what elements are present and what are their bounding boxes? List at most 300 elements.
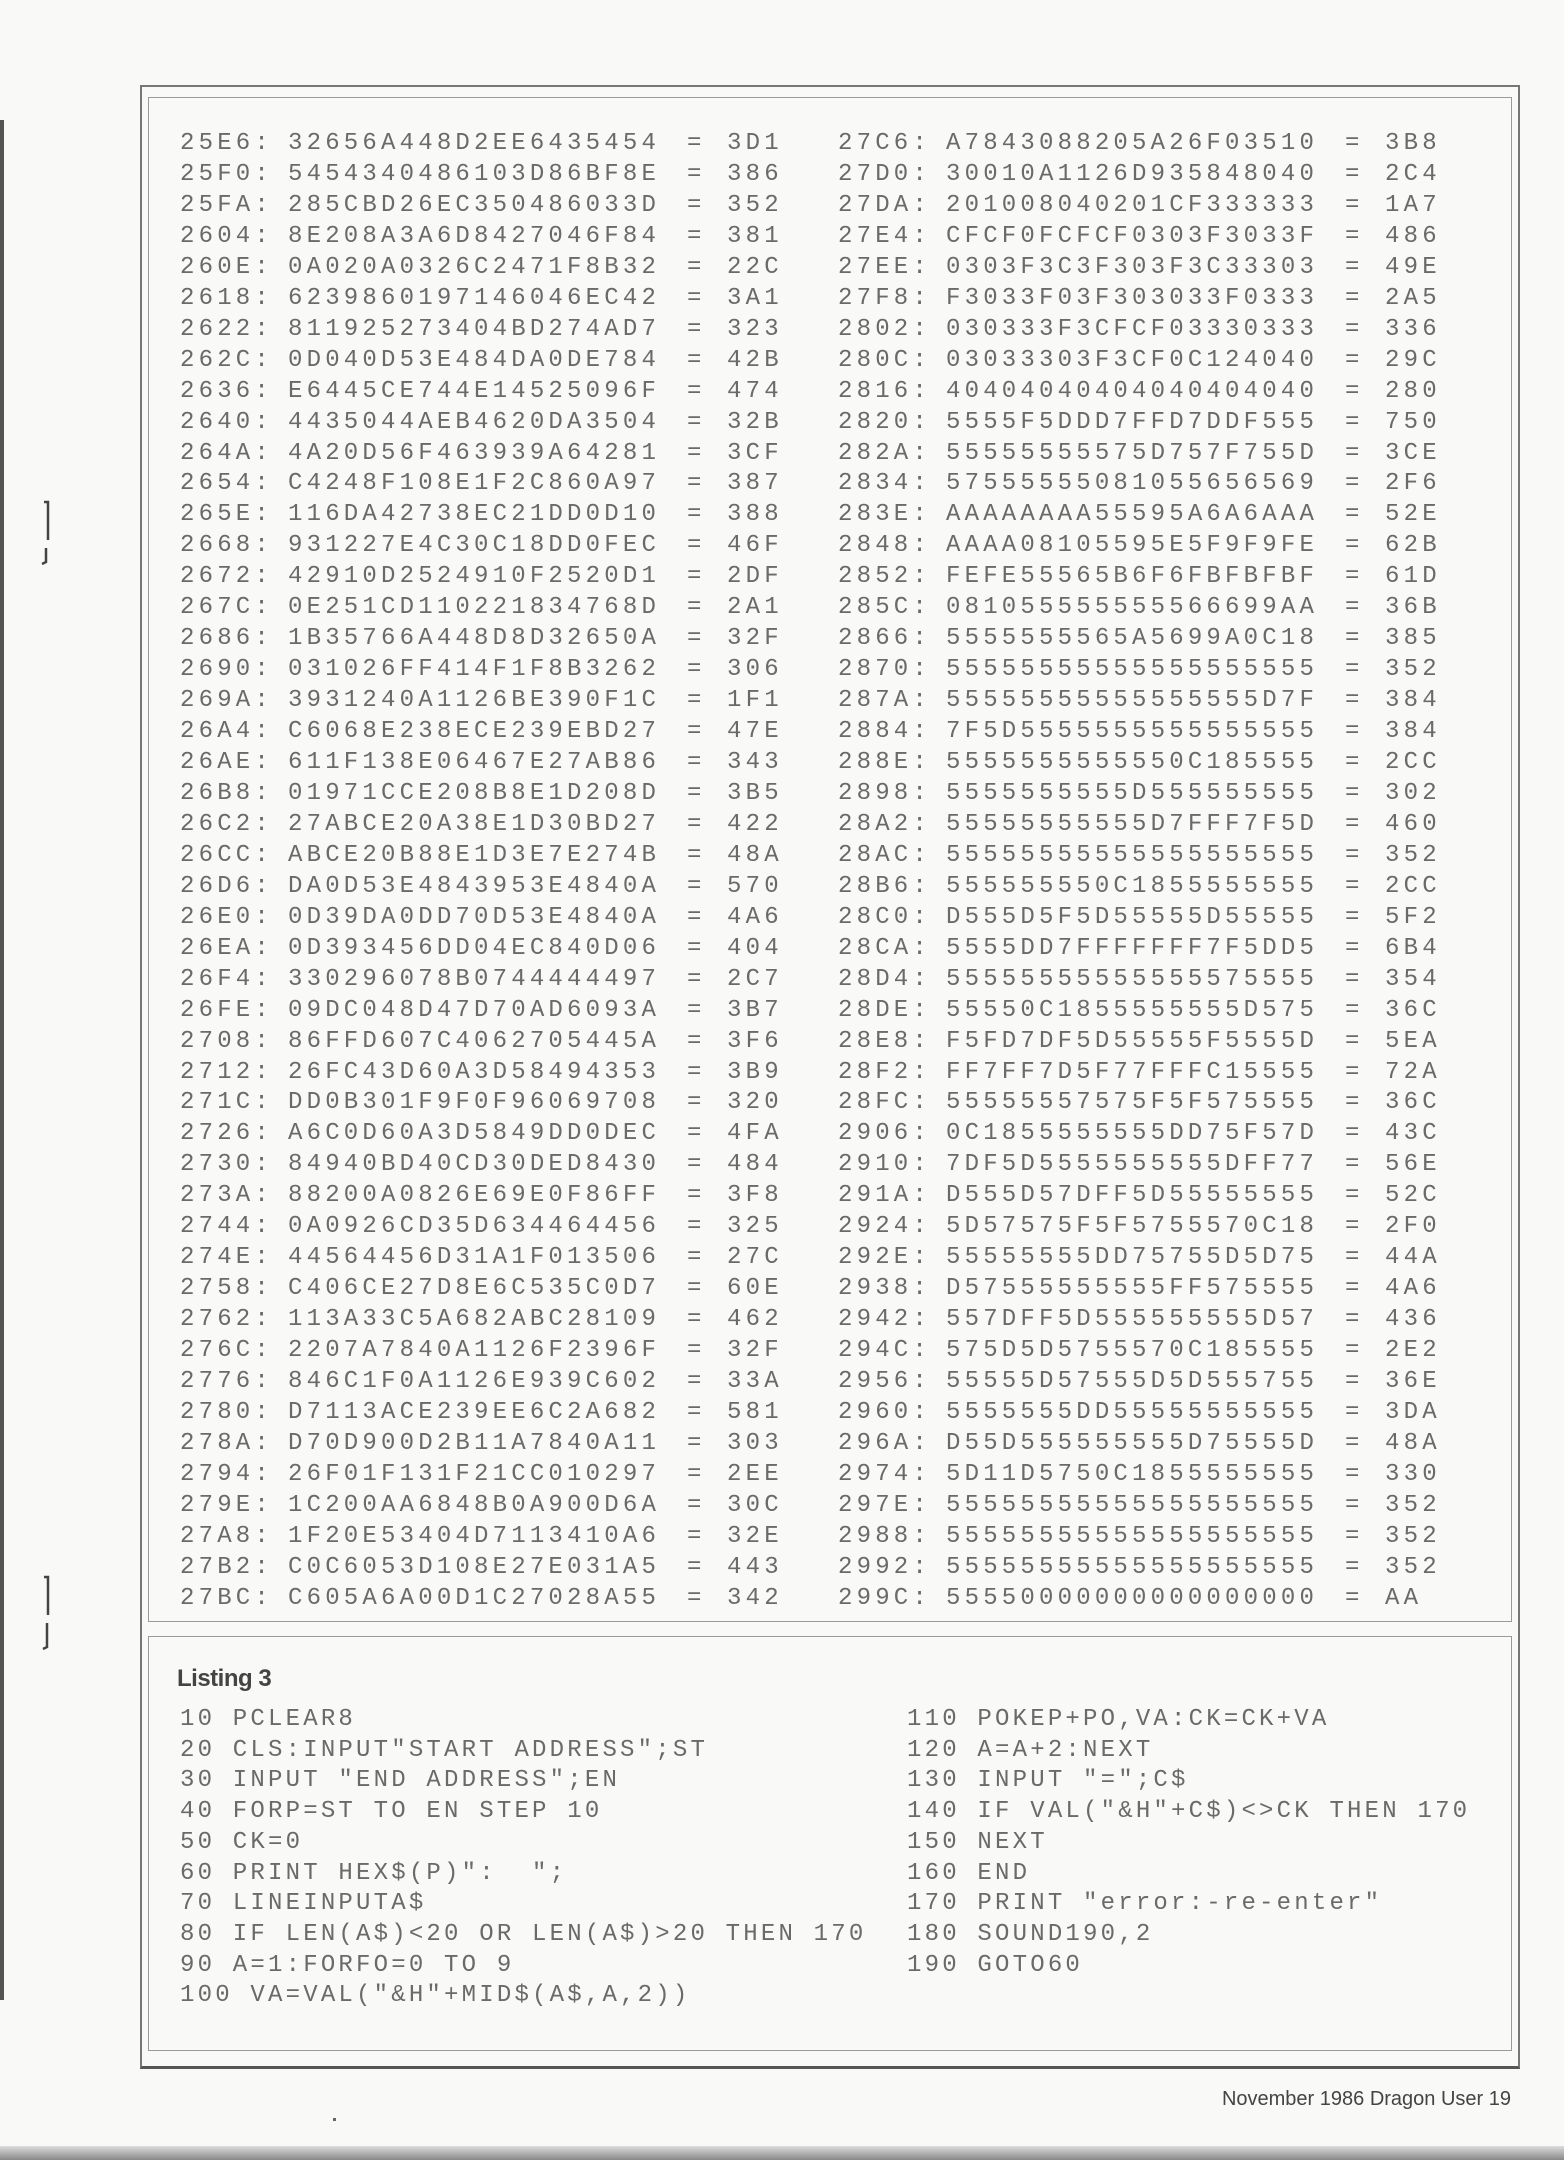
hex-address: 28A2: xyxy=(838,810,932,838)
hex-checksum: 3F8 xyxy=(727,1182,783,1210)
equals-sign: = xyxy=(1345,1429,1364,1457)
hex-address: 279E: xyxy=(180,1491,274,1519)
equals-sign: = xyxy=(1345,749,1364,776)
hex-bytes: 55550C1855555555D575 xyxy=(946,996,1319,1024)
hex-bytes: 55555555555555555555 xyxy=(946,841,1319,869)
hex-bytes: D555D57DFF5D55555555 xyxy=(946,1182,1319,1210)
hex-bytes: 8E208A3A6D8427046F84 xyxy=(288,222,661,250)
code-line: 140 IF VAL("&H"+C$)<>CK THEN 170 xyxy=(907,1798,1471,1826)
hex-address: 282A: xyxy=(838,439,932,467)
hex-checksum: 3B8 xyxy=(1385,130,1441,157)
hex-bytes: 031026FF414F1F8B3262 xyxy=(288,656,661,684)
hex-bytes: 5555DD7FFFFFFF7F5DD5 xyxy=(946,934,1319,962)
hex-bytes: 330296078B0744444497 xyxy=(288,965,661,993)
equals-sign: = xyxy=(687,470,706,498)
hex-bytes: 555555550C1855555555 xyxy=(946,872,1319,900)
hex-bytes: 0A020A0326C2471F8B32 xyxy=(288,253,661,281)
hex-checksum: 48A xyxy=(727,841,783,869)
hex-checksum: 354 xyxy=(1385,965,1441,993)
hex-bytes: 55555555575D757F755D xyxy=(946,439,1319,467)
hex-checksum: 4A6 xyxy=(1385,1275,1441,1303)
hex-bytes: D57555555555FF575555 xyxy=(946,1275,1319,1303)
equals-sign: = xyxy=(687,1429,706,1457)
hex-address: 291A: xyxy=(838,1182,932,1210)
equals-sign: = xyxy=(687,1120,706,1148)
code-line: 30 INPUT "END ADDRESS";EN xyxy=(180,1767,621,1795)
hex-bytes: 26F01F131F21CC010297 xyxy=(288,1460,661,1488)
hex-checksum: 343 xyxy=(727,749,783,776)
hex-checksum: 2C7 xyxy=(727,965,783,993)
hex-checksum: 2EE xyxy=(727,1460,783,1488)
hex-bytes: 55555555555555555555 xyxy=(946,1522,1319,1550)
hex-checksum: 30C xyxy=(727,1491,783,1519)
hex-bytes: 5555555555D555555555 xyxy=(946,779,1319,807)
equals-sign: = xyxy=(687,1151,706,1179)
equals-sign: = xyxy=(687,903,706,931)
equals-sign: = xyxy=(1345,872,1364,900)
hex-checksum: 52C xyxy=(1385,1182,1441,1210)
hex-checksum: 3D1 xyxy=(727,130,783,157)
hex-bytes: 84940BD40CD30DED8430 xyxy=(288,1151,661,1179)
equals-sign: = xyxy=(687,284,706,312)
equals-sign: = xyxy=(1345,1089,1364,1117)
hex-address: 2898: xyxy=(838,779,932,807)
hex-checksum: 388 xyxy=(727,501,783,529)
hex-bytes: F5FD7DF5D55555F5555D xyxy=(946,1027,1319,1055)
hex-bytes: 0E251CD110221834768D xyxy=(288,594,661,622)
equals-sign: = xyxy=(1345,130,1364,157)
code-line: 10 PCLEAR8 xyxy=(180,1706,357,1733)
equals-sign: = xyxy=(687,160,706,188)
hex-bytes: AAAAAAAA55595A6A6AAA xyxy=(946,501,1319,529)
hex-address: 2816: xyxy=(838,377,932,405)
hex-address: 27F8: xyxy=(838,284,932,312)
hex-checksum: 422 xyxy=(727,810,783,838)
hex-checksum: 72A xyxy=(1385,1058,1441,1086)
hex-bytes: 611F138E06467E27AB86 xyxy=(288,749,661,776)
hex-bytes: 5D57575F5F5755570C18 xyxy=(946,1213,1319,1241)
equals-sign: = xyxy=(687,1337,706,1365)
hex-checksum: 1F1 xyxy=(727,687,783,715)
hex-bytes: 285CBD26EC350486033D xyxy=(288,191,661,219)
hex-address: 2866: xyxy=(838,625,932,653)
hex-checksum: 3CE xyxy=(1385,439,1441,467)
hex-checksum: 46F xyxy=(727,532,783,560)
equals-sign: = xyxy=(1345,934,1364,962)
hex-checksum: 36E xyxy=(1385,1368,1441,1395)
equals-sign: = xyxy=(687,191,706,219)
equals-sign: = xyxy=(687,1398,706,1426)
hex-address: 262C: xyxy=(180,346,274,374)
equals-sign: = xyxy=(1345,284,1364,312)
hex-checksum: 32E xyxy=(727,1522,783,1550)
hex-checksum: 352 xyxy=(1385,1522,1441,1550)
equals-sign: = xyxy=(1345,470,1364,498)
hex-bytes: 6239860197146046EC42 xyxy=(288,284,661,312)
hex-checksum: 3CF xyxy=(727,439,783,467)
hex-bytes: 0A0926CD35D634464456 xyxy=(288,1213,661,1241)
hex-address: 28D4: xyxy=(838,965,932,993)
hex-address: 265E: xyxy=(180,501,274,529)
hex-address: 2938: xyxy=(838,1275,932,1303)
hex-bytes: 55555555555D7FFF7F5D xyxy=(946,810,1319,838)
hex-bytes: 55550000000000000000 xyxy=(946,1584,1319,1612)
hex-checksum: 404 xyxy=(727,934,783,962)
hex-bytes: 26FC43D60A3D58494353 xyxy=(288,1058,661,1086)
equals-sign: = xyxy=(687,408,706,436)
hex-address: 2870: xyxy=(838,656,932,684)
equals-sign: = xyxy=(687,594,706,622)
equals-sign: = xyxy=(1345,439,1364,467)
equals-sign: = xyxy=(687,315,706,343)
hex-checksum: 303 xyxy=(727,1429,783,1457)
equals-sign: = xyxy=(1345,1584,1364,1612)
equals-sign: = xyxy=(1345,377,1364,405)
hex-checksum: 280 xyxy=(1385,377,1441,405)
hex-checksum: 336 xyxy=(1385,315,1441,343)
hex-address: 2910: xyxy=(838,1151,932,1179)
hex-address: 2802: xyxy=(838,315,932,343)
hex-address: 278A: xyxy=(180,1429,274,1457)
hex-bytes: C4248F108E1F2C860A97 xyxy=(288,470,661,498)
hex-address: 25FA: xyxy=(180,191,274,219)
hex-bytes: 2207A7840A1126F2396F xyxy=(288,1337,661,1365)
hex-checksum: 352 xyxy=(1385,841,1441,869)
equals-sign: = xyxy=(687,1306,706,1334)
equals-sign: = xyxy=(687,718,706,746)
code-line: 50 CK=0 xyxy=(180,1828,304,1856)
hex-checksum: 36C xyxy=(1385,1089,1441,1117)
hex-checksum: 352 xyxy=(1385,656,1441,684)
hex-bytes: 1B35766A448D8D32650A xyxy=(288,625,661,653)
hex-bytes: FEFE55565B6F6FBFBFBF xyxy=(946,563,1319,591)
hex-address: 27A8: xyxy=(180,1522,274,1550)
hex-bytes: AAAA08105595E5F9F9FE xyxy=(946,532,1319,560)
code-line: 130 INPUT "=";C$ xyxy=(907,1767,1189,1795)
hex-checksum: AA xyxy=(1385,1584,1423,1612)
hex-bytes: 44564456D31A1F013506 xyxy=(288,1244,661,1272)
hex-bytes: 55555555DD75755D5D75 xyxy=(946,1244,1319,1272)
hex-address: 2974: xyxy=(838,1460,932,1488)
hex-address: 2726: xyxy=(180,1120,274,1148)
hex-address: 299C: xyxy=(838,1584,932,1612)
hex-address: 2794: xyxy=(180,1460,274,1488)
hex-address: 26E0: xyxy=(180,903,274,931)
hex-address: 28CA: xyxy=(838,934,932,962)
hex-address: 292E: xyxy=(838,1244,932,1272)
hex-bytes: 55555555555555555555 xyxy=(946,1491,1319,1519)
hex-bytes: 88200A0826E69E0F86FF xyxy=(288,1182,661,1210)
hex-address: 26AE: xyxy=(180,749,274,776)
hex-bytes: 40404040404040404040 xyxy=(946,377,1319,405)
code-line: 120 A=A+2:NEXT xyxy=(907,1736,1154,1764)
hex-bytes: 55555D57555D5D555755 xyxy=(946,1368,1319,1395)
equals-sign: = xyxy=(687,1491,706,1519)
hex-bytes: 113A33C5A682ABC28109 xyxy=(288,1306,661,1334)
hex-checksum: 443 xyxy=(727,1553,783,1581)
speck xyxy=(333,2118,336,2121)
equals-sign: = xyxy=(1345,563,1364,591)
hex-checksum: 342 xyxy=(727,1584,783,1612)
equals-sign: = xyxy=(1345,625,1364,653)
equals-sign: = xyxy=(687,563,706,591)
equals-sign: = xyxy=(687,1368,706,1395)
hex-address: 2960: xyxy=(838,1398,932,1426)
hex-address: 283E: xyxy=(838,501,932,529)
hex-checksum: 36B xyxy=(1385,594,1441,622)
equals-sign: = xyxy=(1345,1213,1364,1241)
hex-address: 28C0: xyxy=(838,903,932,931)
equals-sign: = xyxy=(687,501,706,529)
hex-bytes: 32656A448D2EE6435454 xyxy=(288,130,661,157)
equals-sign: = xyxy=(1345,810,1364,838)
equals-sign: = xyxy=(1345,1058,1364,1086)
hex-checksum: 320 xyxy=(727,1089,783,1117)
equals-sign: = xyxy=(1345,1306,1364,1334)
hex-bytes: 5555555565A5699A0C18 xyxy=(946,625,1319,653)
hex-checksum: 330 xyxy=(1385,1460,1441,1488)
hex-bytes: 09DC048D47D70AD6093A xyxy=(288,996,661,1024)
hex-address: 26CC: xyxy=(180,841,274,869)
hex-bytes: 846C1F0A1126E939C602 xyxy=(288,1368,661,1395)
hex-checksum: 2DF xyxy=(727,563,783,591)
hex-checksum: 22C xyxy=(727,253,783,281)
hex-address: 2780: xyxy=(180,1398,274,1426)
hex-bytes: 01971CCE208B8E1D208D xyxy=(288,779,661,807)
equals-sign: = xyxy=(687,996,706,1024)
hex-bytes: 0303F3C3F303F3C33303 xyxy=(946,253,1319,281)
hex-checksum: 325 xyxy=(727,1213,783,1241)
equals-sign: = xyxy=(687,810,706,838)
equals-sign: = xyxy=(1345,1151,1364,1179)
hex-address: 28FC: xyxy=(838,1089,932,1117)
hex-bytes: C0C6053D108E27E031A5 xyxy=(288,1553,661,1581)
hex-address: 2636: xyxy=(180,377,274,405)
hex-checksum: 3B9 xyxy=(727,1058,783,1086)
equals-sign: = xyxy=(687,1522,706,1550)
hex-bytes: 201008040201CF333333 xyxy=(946,191,1319,219)
hex-checksum: 2C4 xyxy=(1385,160,1441,188)
equals-sign: = xyxy=(1345,1337,1364,1365)
hex-bytes: CFCF0FCFCF0303F3033F xyxy=(946,222,1319,250)
hex-bytes: 811925273404BD274AD7 xyxy=(288,315,661,343)
hex-address: 27EE: xyxy=(838,253,932,281)
hex-checksum: 5EA xyxy=(1385,1027,1441,1055)
hex-address: 2834: xyxy=(838,470,932,498)
hex-address: 2654: xyxy=(180,470,274,498)
hex-address: 2686: xyxy=(180,625,274,653)
hex-address: 25F0: xyxy=(180,160,274,188)
equals-sign: = xyxy=(1345,253,1364,281)
hex-address: 274E: xyxy=(180,1244,274,1272)
hex-checksum: 2F6 xyxy=(1385,470,1441,498)
hex-checksum: 460 xyxy=(1385,810,1441,838)
equals-sign: = xyxy=(687,779,706,807)
hex-checksum: 323 xyxy=(727,315,783,343)
hex-bytes: DA0D53E4843953E4840A xyxy=(288,872,661,900)
equals-sign: = xyxy=(687,841,706,869)
equals-sign: = xyxy=(687,965,706,993)
hex-address: 28DE: xyxy=(838,996,932,1024)
hex-bytes: 42910D2524910F2520D1 xyxy=(288,563,661,591)
hex-bytes: FF7FF7D5F77FFFC15555 xyxy=(946,1058,1319,1086)
hex-address: 2884: xyxy=(838,718,932,746)
hex-bytes: C6068E238ECE239EBD27 xyxy=(288,718,661,746)
code-line: 150 NEXT xyxy=(907,1828,1048,1856)
hex-address: 26B8: xyxy=(180,779,274,807)
hex-bytes: A7843088205A26F03510 xyxy=(946,130,1319,157)
equals-sign: = xyxy=(687,1027,706,1055)
equals-sign: = xyxy=(1345,1398,1364,1426)
equals-sign: = xyxy=(687,1058,706,1086)
hex-address: 296A: xyxy=(838,1429,932,1457)
hex-checksum: 2A1 xyxy=(727,594,783,622)
code-line: 20 CLS:INPUT"START ADDRESS";ST xyxy=(180,1736,709,1764)
hex-bytes: 27ABCE20A38E1D30BD27 xyxy=(288,810,661,838)
equals-sign: = xyxy=(687,625,706,653)
equals-sign: = xyxy=(1345,1120,1364,1148)
equals-sign: = xyxy=(1345,965,1364,993)
hex-bytes: A6C0D60A3D5849DD0DEC xyxy=(288,1120,661,1148)
hex-bytes: 86FFD607C4062705445A xyxy=(288,1027,661,1055)
hex-address: 2776: xyxy=(180,1368,274,1395)
hex-bytes: 5454340486103D86BF8E xyxy=(288,160,661,188)
equals-sign: = xyxy=(687,532,706,560)
hex-address: 25E6: xyxy=(180,130,274,157)
hex-address: 2848: xyxy=(838,532,932,560)
hex-address: 27B2: xyxy=(180,1553,274,1581)
hex-bytes: 55555557575F5F575555 xyxy=(946,1089,1319,1117)
hex-address: 294C: xyxy=(838,1337,932,1365)
hex-bytes: 557DFF5D555555555D57 xyxy=(946,1306,1319,1334)
hex-checksum: 3F6 xyxy=(727,1027,783,1055)
hex-bytes: 5D11D5750C1855555555 xyxy=(946,1460,1319,1488)
equals-sign: = xyxy=(687,1584,706,1612)
hex-address: 273A: xyxy=(180,1182,274,1210)
hex-address: 2758: xyxy=(180,1275,274,1303)
hex-address: 2730: xyxy=(180,1151,274,1179)
code-line: 90 A=1:FORFO=0 TO 9 xyxy=(180,1951,515,1979)
hex-checksum: 4FA xyxy=(727,1120,783,1148)
hex-checksum: 61D xyxy=(1385,563,1441,591)
equals-sign: = xyxy=(687,1213,706,1241)
hex-bytes: 5555555555550C185555 xyxy=(946,749,1319,776)
equals-sign: = xyxy=(1345,779,1364,807)
hex-checksum: 2CC xyxy=(1385,749,1441,776)
equals-sign: = xyxy=(1345,996,1364,1024)
hex-bytes: 1C200AA6848B0A900D6A xyxy=(288,1491,661,1519)
hex-checksum: 56E xyxy=(1385,1151,1441,1179)
hex-address: 2988: xyxy=(838,1522,932,1550)
equals-sign: = xyxy=(687,1089,706,1117)
hex-bytes: 55555555555555555D7F xyxy=(946,687,1319,715)
hex-checksum: 36C xyxy=(1385,996,1441,1024)
hex-bytes: 4435044AEB4620DA3504 xyxy=(288,408,661,436)
hex-bytes: ABCE20B88E1D3E7E274B xyxy=(288,841,661,869)
code-line: 60 PRINT HEX$(P)": "; xyxy=(180,1859,568,1887)
hex-checksum: 2E2 xyxy=(1385,1337,1441,1365)
equals-sign: = xyxy=(687,1182,706,1210)
hex-bytes: C406CE27D8E6C535C0D7 xyxy=(288,1275,661,1303)
equals-sign: = xyxy=(1345,501,1364,529)
hex-checksum: 381 xyxy=(727,222,783,250)
hex-checksum: 2CC xyxy=(1385,872,1441,900)
equals-sign: = xyxy=(687,346,706,374)
hex-checksum: 352 xyxy=(1385,1553,1441,1581)
hex-checksum: 3DA xyxy=(1385,1398,1441,1426)
hex-checksum: 6B4 xyxy=(1385,934,1441,962)
hex-address: 27E4: xyxy=(838,222,932,250)
hex-address: 28E8: xyxy=(838,1027,932,1055)
equals-sign: = xyxy=(1345,1553,1364,1581)
hex-checksum: 2A5 xyxy=(1385,284,1441,312)
equals-sign: = xyxy=(687,872,706,900)
equals-sign: = xyxy=(687,253,706,281)
hex-checksum: 570 xyxy=(727,872,783,900)
hex-address: 27BC: xyxy=(180,1584,274,1612)
equals-sign: = xyxy=(1345,222,1364,250)
hex-checksum: 32F xyxy=(727,625,783,653)
equals-sign: = xyxy=(687,656,706,684)
hex-bytes: 575D5D5755570C185555 xyxy=(946,1337,1319,1365)
equals-sign: = xyxy=(687,1275,706,1303)
hex-bytes: 4A20D56F463939A64281 xyxy=(288,439,661,467)
hex-bytes: D55D555555555D75555D xyxy=(946,1429,1319,1457)
equals-sign: = xyxy=(687,1553,706,1581)
code-line: 160 END xyxy=(907,1859,1031,1887)
equals-sign: = xyxy=(687,1460,706,1488)
hex-checksum: 386 xyxy=(727,160,783,188)
hex-checksum: 484 xyxy=(727,1151,783,1179)
hex-checksum: 29C xyxy=(1385,346,1441,374)
hex-bytes: DD0B301F9F0F96069708 xyxy=(288,1089,661,1117)
hex-bytes: 57555555081055656569 xyxy=(946,470,1319,498)
equals-sign: = xyxy=(687,130,706,157)
hex-address: 2622: xyxy=(180,315,274,343)
hex-checksum: 47E xyxy=(727,718,783,746)
hex-checksum: 3A1 xyxy=(727,284,783,312)
hex-address: 264A: xyxy=(180,439,274,467)
hex-checksum: 352 xyxy=(727,191,783,219)
hex-address: 26F4: xyxy=(180,965,274,993)
hex-address: 285C: xyxy=(838,594,932,622)
hex-checksum: 1A7 xyxy=(1385,191,1441,219)
hex-checksum: 384 xyxy=(1385,687,1441,715)
hex-checksum: 32F xyxy=(727,1337,783,1365)
equals-sign: = xyxy=(1345,656,1364,684)
equals-sign: = xyxy=(1345,841,1364,869)
equals-sign: = xyxy=(1345,1491,1364,1519)
hex-address: 2672: xyxy=(180,563,274,591)
hex-bytes: 30010A1126D935848040 xyxy=(946,160,1319,188)
code-line: 170 PRINT "error:-re-enter" xyxy=(907,1890,1383,1918)
hex-address: 2690: xyxy=(180,656,274,684)
hex-bytes: 1F20E53404D7113410A6 xyxy=(288,1522,661,1550)
margin-bracket-mark xyxy=(40,1575,54,1655)
equals-sign: = xyxy=(687,222,706,250)
hex-bytes: 03033303F3CF0C124040 xyxy=(946,346,1319,374)
hex-checksum: 5F2 xyxy=(1385,903,1441,931)
hex-address: 2744: xyxy=(180,1213,274,1241)
equals-sign: = xyxy=(1345,718,1364,746)
equals-sign: = xyxy=(1345,160,1364,188)
equals-sign: = xyxy=(1345,408,1364,436)
equals-sign: = xyxy=(1345,315,1364,343)
hex-bytes: 030333F3CFCF03330333 xyxy=(946,315,1319,343)
hex-address: 28B6: xyxy=(838,872,932,900)
hex-address: 2992: xyxy=(838,1553,932,1581)
hex-checksum: 42B xyxy=(727,346,783,374)
